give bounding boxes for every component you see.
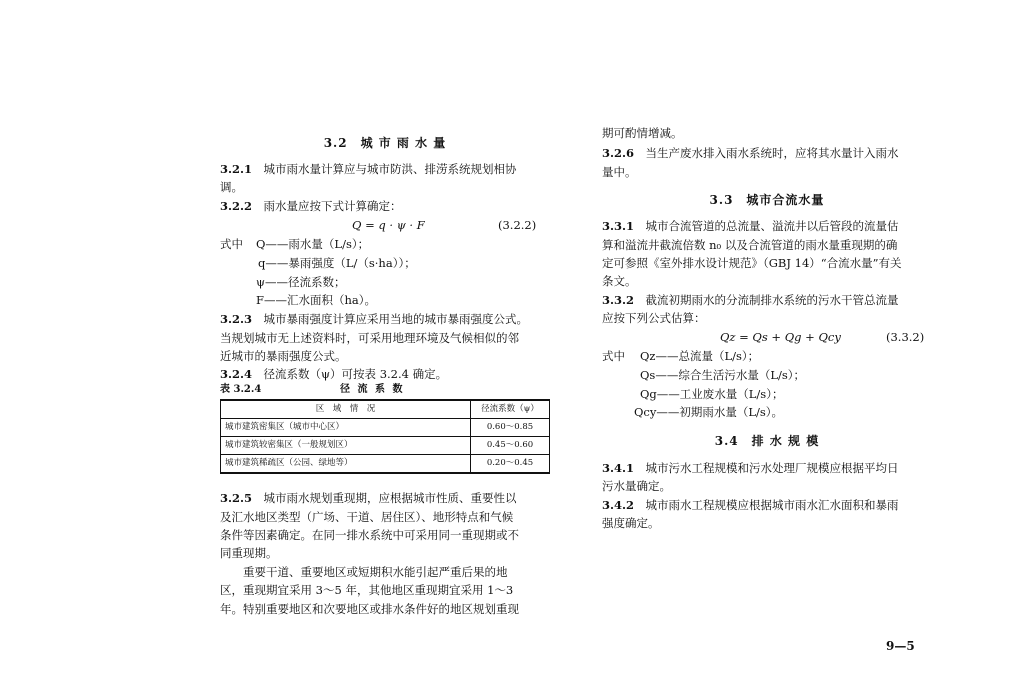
- clause-3-2-5-line3: 条件等因素确定。在同一排水系统中可采用同一重现期或不: [220, 528, 519, 542]
- clause-number: 3.3.2: [602, 293, 635, 307]
- table-row: [221, 455, 550, 474]
- formula-number-3-2-2: (3.2.2): [498, 218, 537, 232]
- clause-text: 城市污水工程规模和污水处理厂规模应根据平均日: [645, 461, 899, 475]
- clause-text: 当生产废水排入雨水系统时，应将其水量计入雨水: [645, 146, 899, 160]
- table-cell-area: 城市建筑稀疏区（公园、绿地等）: [221, 455, 471, 474]
- clause-3-2-5-line4: 同重现期。: [220, 546, 278, 560]
- clause-3-2-2: [220, 198, 402, 215]
- table-header-area: 区 域 情 况: [221, 400, 471, 419]
- clause-text: 城市雨水工程规模应根据城市雨水汇水面积和暴雨: [645, 498, 899, 512]
- formula-3-2-2: Q = q · ψ · F: [352, 218, 425, 232]
- clause-3-3-1-line3: 定可参照《室外排水设计规范》（GBJ 14）“合流水量”有关: [602, 256, 902, 270]
- clause-3-4-1-line2: 污水量确定。: [602, 479, 671, 493]
- clause-3-2-5-line7: 年。特别重要地区和次要地区或排水条件好的地区规划重现: [220, 602, 519, 616]
- clause-number: 3.3.1: [602, 219, 635, 233]
- continuation-line: 期可酌情增减。: [602, 126, 683, 140]
- table-cell-coefficient: 0.60～0.85: [471, 419, 550, 437]
- clause-3-2-5-line1: [220, 490, 517, 507]
- clause-text: 城市暴雨强度计算应采用当地的城市暴雨强度公式。: [263, 312, 529, 326]
- variable-q-intensity: q——暴雨强度（L/（s·ha））；: [258, 256, 416, 270]
- clause-3-4-2-line2: 强度确定。: [602, 516, 660, 530]
- variable-q-total: Q——雨水量（L/s）；: [256, 237, 370, 251]
- clause-3-2-5-line6: 区，重现期宜采用 3～5 年，其他地区重现期宜采用 1～3: [220, 583, 514, 597]
- clause-3-2-5-line2: 及汇水地区类型（广场、干道、居住区）、地形特点和气候: [220, 510, 514, 524]
- clause-3-2-1-line2: 调。: [220, 180, 243, 194]
- table-row: [221, 419, 550, 437]
- where-label: 式中: [602, 349, 625, 363]
- formula-number-3-3-2: (3.3.2): [886, 330, 925, 344]
- clause-3-2-4: [220, 366, 447, 383]
- where-label: 式中: [220, 237, 243, 251]
- formula-3-3-2: Qz = Qs + Qg + Qcy: [720, 330, 841, 344]
- table-header-row: [221, 400, 550, 419]
- clause-3-2-3-line1: [220, 311, 528, 328]
- clause-3-2-5-line5: 重要干道、重要地区或短期积水能引起严重后果的地: [243, 565, 508, 579]
- table-row: [221, 437, 550, 455]
- clause-text: 城市雨水量计算应与城市防洪、排涝系统规划相协: [263, 162, 517, 176]
- variable-qcy: Qcy——初期雨水量（L/s）。: [634, 405, 784, 419]
- clause-3-3-1-line1: [602, 218, 899, 235]
- clause-3-3-2-line1: [602, 292, 899, 309]
- clause-3-2-3-line3: 近城市的暴雨强度公式。: [220, 349, 347, 363]
- clause-number: 3.2.3: [220, 312, 253, 326]
- clause-3-4-1-line1: [602, 460, 899, 477]
- variable-qs: Qs——综合生活污水量（L/s）；: [640, 368, 805, 382]
- clause-text: 截流初期雨水的分流制排水系统的污水干管总流量: [645, 293, 899, 307]
- variable-psi: ψ——径流系数；: [256, 275, 346, 289]
- table-label: 表 3.2.4: [220, 384, 262, 395]
- section-heading-3-3: 3.3 城市合流水量: [709, 193, 825, 207]
- clause-text: 径流系数（ψ）可按表 3.2.4 确定。: [263, 367, 448, 381]
- clause-text: 雨水量应按下式计算确定：: [263, 199, 402, 213]
- clause-3-3-1-line4: 条文。: [602, 274, 637, 288]
- clause-number: 3.2.2: [220, 199, 253, 213]
- variable-qg: Qg——工业废水量（L/s）；: [640, 387, 784, 401]
- clause-3-3-1-line2: 算和溢流井截流倍数 n₀ 以及合流管道的雨水量重现期的确: [602, 238, 898, 252]
- clause-3-2-1-line1: [220, 161, 517, 178]
- variable-qz: Qz——总流量（L/s）；: [640, 349, 760, 363]
- section-heading-3-4: 3.4 排 水 规 模: [714, 434, 820, 448]
- table-cell-area: 城市建筑较密集区（一般规划区）: [221, 437, 471, 455]
- clause-text: 城市雨水规划重现期，应根据城市性质、重要性以: [263, 491, 517, 505]
- clause-number: 3.2.1: [220, 162, 253, 176]
- clause-3-3-2-line2: 应按下列公式估算：: [602, 311, 706, 325]
- clause-number: 3.4.2: [602, 498, 635, 512]
- runoff-coefficient-table: [220, 399, 550, 474]
- clause-number: 3.2.5: [220, 491, 253, 505]
- variable-f: F——汇水面积（ha）。: [256, 293, 376, 307]
- page-number: 9—5: [886, 639, 915, 653]
- table-cell-coefficient: 0.20～0.45: [471, 455, 550, 474]
- clause-number: 3.2.4: [220, 367, 253, 381]
- table-title: 径 流 系 数: [340, 384, 405, 395]
- table-header-coefficient: 径流系数（ψ）: [471, 400, 550, 419]
- clause-3-2-3-line2: 当规划城市无上述资料时，可采用地理环境及气候相似的邻: [220, 331, 519, 345]
- section-heading-3-2: 3.2 城 市 雨 水 量: [323, 136, 447, 150]
- table-cell-coefficient: 0.45～0.60: [471, 437, 550, 455]
- clause-text: 城市合流管道的总流量、溢流井以后管段的流量估: [645, 219, 899, 233]
- clause-3-2-6-line1: [602, 145, 899, 162]
- clause-3-2-6-line2: 量中。: [602, 165, 637, 179]
- table-cell-area: 城市建筑密集区（城市中心区）: [221, 419, 471, 437]
- clause-number: 3.2.6: [602, 146, 635, 160]
- clause-number: 3.4.1: [602, 461, 635, 475]
- clause-3-4-2-line1: [602, 497, 899, 514]
